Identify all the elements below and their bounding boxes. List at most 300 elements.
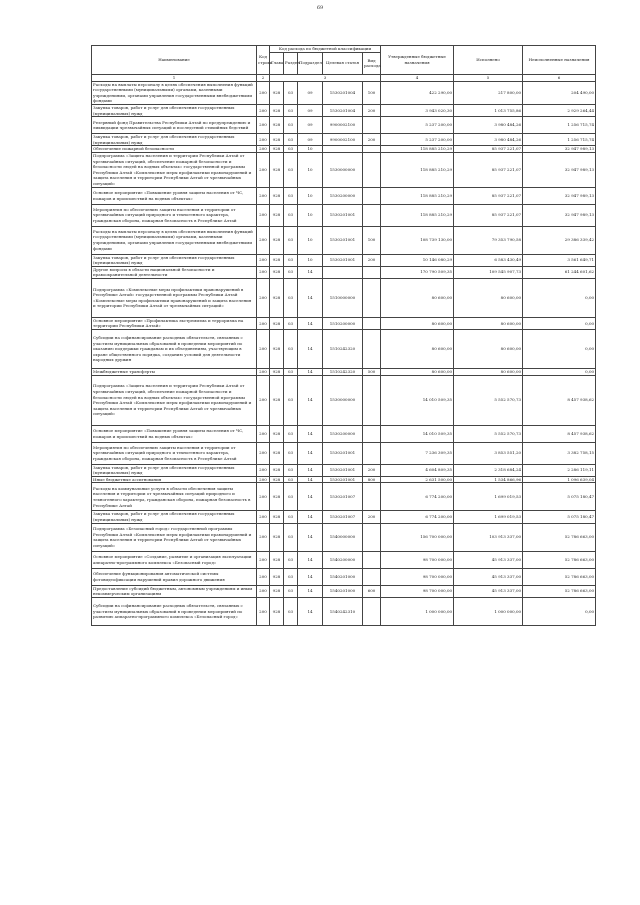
table-row — [92, 425, 596, 442]
cell-code: 200 — [257, 152, 270, 187]
cell-razdel: 03 — [284, 476, 298, 483]
cell-vid — [363, 483, 381, 511]
cell-unexecuted: 8 457 938,62 — [523, 375, 596, 425]
cell-executed: 3 980 484,26 — [454, 134, 523, 146]
column-number: 6 — [523, 74, 596, 81]
cell-unexecuted: 32 947 989,13 — [523, 146, 596, 153]
cell-name: Расходы на коммунальные услуги в области обеспечения защиты населения и территории от чрезвычайных ситуаций природного и техногенного характера, гражданская оборона, пожарная безопасность в Республике Алтай — [92, 483, 257, 511]
cell-glava: 928 — [270, 266, 284, 278]
cell-razdel: 03 — [284, 254, 298, 266]
cell-name: Мероприятия по обеспечению защиты населения и территории от чрезвычайных ситуаций природного и техногенного характера, гражданская оборона, пожарная безопасность в Республике Алтай — [92, 204, 257, 226]
cell-target: 1510200000 — [323, 317, 363, 329]
cell-target: 1530000000 — [323, 152, 363, 187]
cell-name: Подпрограмма «Безопасный город» государственной программы Республики Алтай «Комплексные меры профилактики правонарушений и защита населения и территории Республики Алтай от чрезвычайных ситуаций» — [92, 523, 257, 551]
cell-glava: 928 — [270, 104, 284, 116]
cell-podrazdel: 14 — [298, 511, 323, 523]
cell-glava: 928 — [270, 226, 284, 254]
cell-executed: 1 000 000,00 — [454, 597, 523, 625]
cell-razdel: 03 — [284, 375, 298, 425]
cell-unexecuted: 2 929 264,44 — [523, 104, 596, 116]
cell-approved: 6 774 200,00 — [381, 511, 454, 523]
cell-code: 200 — [257, 597, 270, 625]
cell-razdel: 03 — [284, 597, 298, 625]
cell-glava: 928 — [270, 511, 284, 523]
cell-name: Закупка товаров, работ и услуг для обеспечения государственных (муниципальных) нужд — [92, 134, 257, 146]
cell-podrazdel: 14 — [298, 278, 323, 317]
cell-executed: 80 600,00 — [454, 369, 523, 376]
cell-vid — [363, 117, 381, 134]
cell-approved: 10 146 080,29 — [381, 254, 454, 266]
table-row — [92, 551, 596, 568]
cell-executed: 5 552 570,73 — [454, 375, 523, 425]
cell-code: 200 — [257, 551, 270, 568]
cell-target: 1530201004 — [323, 81, 363, 104]
table-row — [92, 483, 596, 511]
cell-podrazdel: 14 — [298, 585, 323, 597]
cell-glava: 928 — [270, 254, 284, 266]
cell-name: Закупка товаров, работ и услуг для обеспечения государственных (муниципальных) нужд — [92, 464, 257, 476]
cell-podrazdel: 10 — [298, 204, 323, 226]
table-row — [92, 476, 596, 483]
cell-vid: 800 — [363, 476, 381, 483]
cell-glava: 928 — [270, 551, 284, 568]
cell-code: 200 — [257, 226, 270, 254]
table-row — [92, 266, 596, 278]
header-glava: Глава — [270, 52, 284, 74]
cell-razdel: 03 — [284, 146, 298, 153]
cell-target: 1540201000 — [323, 568, 363, 585]
cell-unexecuted: 32 947 989,13 — [523, 204, 596, 226]
cell-approved: 98 700 000,00 — [381, 568, 454, 585]
cell-unexecuted: 0,00 — [523, 317, 596, 329]
cell-executed: 217 800,00 — [454, 81, 523, 104]
cell-approved: 118 885 210,29 — [381, 152, 454, 187]
cell-razdel: 03 — [284, 442, 298, 464]
cell-glava: 928 — [270, 425, 284, 442]
cell-podrazdel: 14 — [298, 317, 323, 329]
column-number: 5 — [454, 74, 523, 81]
cell-code: 200 — [257, 254, 270, 266]
table-row — [92, 568, 596, 585]
cell-podrazdel: 14 — [298, 597, 323, 625]
cell-target: 1530200000 — [323, 425, 363, 442]
column-number: 2 — [257, 74, 270, 81]
cell-name: Расходы на выплаты персоналу в целях обеспечения выполнения функций государственными (муниципальными) органами, казенными учреждениями, органами управления государственными внебюджетными фондами — [92, 81, 257, 104]
cell-vid — [363, 523, 381, 551]
cell-code: 200 — [257, 483, 270, 511]
cell-vid: 600 — [363, 585, 381, 597]
cell-podrazdel: 14 — [298, 266, 323, 278]
cell-glava: 928 — [270, 134, 284, 146]
header-code: Код строки — [257, 46, 270, 75]
cell-executed: 85 937 221,07 — [454, 204, 523, 226]
cell-unexecuted: 61 244 601,62 — [523, 266, 596, 278]
cell-razdel: 03 — [284, 278, 298, 317]
cell-glava: 928 — [270, 369, 284, 376]
cell-glava: 928 — [270, 597, 284, 625]
cell-target: 9900002100 — [323, 134, 363, 146]
cell-name: Закупка товаров, работ и услуг для обеспечения государственных (муниципальных) нужд — [92, 254, 257, 266]
cell-approved: 170 790 509,35 — [381, 266, 454, 278]
cell-executed: 3 980 484,26 — [454, 117, 523, 134]
cell-unexecuted: 1 256 715,74 — [523, 117, 596, 134]
cell-glava: 928 — [270, 464, 284, 476]
cell-code: 200 — [257, 278, 270, 317]
cell-razdel: 03 — [284, 330, 298, 369]
cell-glava: 928 — [270, 483, 284, 511]
cell-vid — [363, 278, 381, 317]
cell-podrazdel: 09 — [298, 134, 323, 146]
cell-approved: 6 774 200,00 — [381, 483, 454, 511]
table-row — [92, 134, 596, 146]
cell-unexecuted: 0,00 — [523, 597, 596, 625]
cell-code: 200 — [257, 511, 270, 523]
cell-podrazdel: 10 — [298, 187, 323, 204]
cell-executed: 85 937 221,07 — [454, 187, 523, 204]
cell-approved: 1 000 000,00 — [381, 597, 454, 625]
table-row — [92, 81, 596, 104]
cell-approved: 80 600,00 — [381, 369, 454, 376]
cell-razdel: 03 — [284, 226, 298, 254]
cell-name: Обеспечение функционирования автоматической системы фотовидеофиксации нарушений правил дорожного движения — [92, 568, 257, 585]
cell-podrazdel: 14 — [298, 375, 323, 425]
cell-executed: 1 534 866,96 — [454, 476, 523, 483]
table-row — [92, 278, 596, 317]
table-row — [92, 104, 596, 116]
cell-approved: 80 600,00 — [381, 330, 454, 369]
cell-code: 200 — [257, 425, 270, 442]
cell-podrazdel: 14 — [298, 476, 323, 483]
cell-target: 1530201007 — [323, 483, 363, 511]
cell-approved: 7 236 309,35 — [381, 442, 454, 464]
cell-approved: 5 237 200,00 — [381, 117, 454, 134]
cell-approved: 2 631 500,00 — [381, 476, 454, 483]
cell-approved: 14 010 509,35 — [381, 375, 454, 425]
header-executed: Исполнено — [454, 46, 523, 75]
cell-podrazdel: 14 — [298, 568, 323, 585]
cell-vid — [363, 597, 381, 625]
cell-razdel: 03 — [284, 464, 298, 476]
cell-glava: 928 — [270, 568, 284, 585]
cell-vid — [363, 442, 381, 464]
cell-code: 200 — [257, 375, 270, 425]
cell-podrazdel: 14 — [298, 483, 323, 511]
table-row — [92, 375, 596, 425]
table-row — [92, 187, 596, 204]
cell-approved: 118 885 210,29 — [381, 204, 454, 226]
cell-razdel: 03 — [284, 425, 298, 442]
cell-podrazdel: 14 — [298, 551, 323, 568]
header-name: Наименование — [92, 46, 257, 75]
column-number: 1 — [92, 74, 257, 81]
cell-vid — [363, 330, 381, 369]
cell-razdel: 03 — [284, 117, 298, 134]
cell-executed: 1 699 019,53 — [454, 483, 523, 511]
table-row — [92, 317, 596, 329]
cell-name: Основное мероприятие «Повышение уровня защиты населения от ЧС, пожаров и происшествий на водных объектах» — [92, 425, 257, 442]
cell-executed: 80 600,00 — [454, 317, 523, 329]
table-row — [92, 330, 596, 369]
cell-unexecuted: 5 075 180,47 — [523, 483, 596, 511]
cell-target: 1540200000 — [323, 551, 363, 568]
cell-vid: 100 — [363, 81, 381, 104]
cell-name: Подпрограмма «Комплексные меры профилактики правонарушений в Республике Алтай» государственной программы Республики Алтай «Комплексные меры профилактики правонарушений и защита населения и территории Республики Алтай от чрезвычайных ситуаций» — [92, 278, 257, 317]
cell-target: 1530201001 — [323, 254, 363, 266]
cell-target: 1530201004 — [323, 104, 363, 116]
cell-podrazdel: 10 — [298, 226, 323, 254]
cell-name: Закупка товаров, работ и услуг для обеспечения государственных (муниципальных) нужд — [92, 104, 257, 116]
cell-unexecuted: 52 786 663,00 — [523, 585, 596, 597]
cell-code: 200 — [257, 317, 270, 329]
header-unexecuted: Неисполненные назначения — [523, 46, 596, 75]
cell-target — [323, 266, 363, 278]
cell-vid — [363, 187, 381, 204]
cell-target: 1510242320 — [323, 330, 363, 369]
cell-name: Обеспечение пожарной безопасности — [92, 146, 257, 153]
cell-unexecuted: 32 947 989,13 — [523, 187, 596, 204]
cell-podrazdel: 14 — [298, 425, 323, 442]
cell-razdel: 03 — [284, 317, 298, 329]
cell-executed: 80 600,00 — [454, 278, 523, 317]
cell-target: 1540000000 — [323, 523, 363, 551]
cell-code: 200 — [257, 134, 270, 146]
cell-executed: 1 699 019,53 — [454, 511, 523, 523]
cell-executed: 45 913 337,00 — [454, 568, 523, 585]
cell-glava: 928 — [270, 204, 284, 226]
cell-podrazdel: 14 — [298, 523, 323, 551]
cell-executed: 5 552 570,73 — [454, 425, 523, 442]
cell-approved: 4 604 809,35 — [381, 464, 454, 476]
cell-razdel: 03 — [284, 81, 298, 104]
cell-podrazdel: 10 — [298, 254, 323, 266]
cell-executed: 2 318 684,24 — [454, 464, 523, 476]
cell-code: 200 — [257, 146, 270, 153]
cell-unexecuted: 0,00 — [523, 330, 596, 369]
cell-name: Субсидии на софинансирование расходных обязательств, связанных с участием муниципальных образований в проведении мероприятий по развитию аппаратно-программного комплекса «Безопасный город» — [92, 597, 257, 625]
header-approved: Утвержденные бюджетные назначения — [381, 46, 454, 75]
cell-vid: 200 — [363, 511, 381, 523]
cell-approved: 98 700 000,00 — [381, 551, 454, 568]
cell-executed: 45 913 337,00 — [454, 585, 523, 597]
cell-vid: 200 — [363, 134, 381, 146]
cell-unexecuted: 52 786 663,00 — [523, 568, 596, 585]
cell-code: 200 — [257, 330, 270, 369]
cell-code: 200 — [257, 266, 270, 278]
cell-unexecuted: 5 075 180,47 — [523, 511, 596, 523]
cell-executed: 80 600,00 — [454, 330, 523, 369]
cell-name: Расходы на выплаты персоналу в целях обеспечения выполнения функций государственными (муниципальными) органами, казенными учреждениями, органами управления государственными внебюджетными фондами — [92, 226, 257, 254]
table-row — [92, 152, 596, 187]
cell-razdel: 03 — [284, 523, 298, 551]
table-row — [92, 523, 596, 551]
table-row — [92, 585, 596, 597]
cell-target — [323, 146, 363, 153]
cell-executed: 1 013 755,86 — [454, 104, 523, 116]
cell-unexecuted: 3 561 649,71 — [523, 254, 596, 266]
cell-razdel: 03 — [284, 369, 298, 376]
cell-target: 1540201000 — [323, 585, 363, 597]
table-row — [92, 146, 596, 153]
cell-podrazdel: 09 — [298, 117, 323, 134]
cell-vid: 200 — [363, 104, 381, 116]
table-row — [92, 464, 596, 476]
cell-code: 200 — [257, 187, 270, 204]
cell-name: Межбюджетные трансферты — [92, 369, 257, 376]
cell-razdel: 03 — [284, 266, 298, 278]
cell-podrazdel: 14 — [298, 330, 323, 369]
page-number: 69 — [316, 5, 324, 11]
cell-approved: 5 237 200,00 — [381, 134, 454, 146]
table-row — [92, 254, 596, 266]
column-number: 4 — [381, 74, 454, 81]
cell-vid: 200 — [363, 254, 381, 266]
cell-executed: 109 545 907,73 — [454, 266, 523, 278]
cell-podrazdel: 10 — [298, 146, 323, 153]
cell-vid — [363, 146, 381, 153]
header-classification-group: Код расхода по бюджетной классификации — [270, 46, 381, 53]
cell-podrazdel: 14 — [298, 464, 323, 476]
cell-unexecuted: 52 786 663,00 — [523, 551, 596, 568]
cell-vid — [363, 375, 381, 425]
cell-approved: 118 885 210,29 — [381, 187, 454, 204]
cell-vid — [363, 266, 381, 278]
cell-approved: 80 600,00 — [381, 317, 454, 329]
cell-code: 200 — [257, 476, 270, 483]
cell-code: 200 — [257, 204, 270, 226]
cell-glava: 928 — [270, 81, 284, 104]
cell-razdel: 03 — [284, 568, 298, 585]
cell-glava: 928 — [270, 476, 284, 483]
header-podrazdel: Подраздел — [298, 52, 323, 74]
cell-executed: 103 913 337,00 — [454, 523, 523, 551]
cell-glava: 928 — [270, 585, 284, 597]
cell-code: 200 — [257, 523, 270, 551]
cell-unexecuted: 2 286 119,11 — [523, 464, 596, 476]
cell-glava: 928 — [270, 442, 284, 464]
cell-glava: 928 — [270, 152, 284, 187]
cell-approved: 98 700 000,00 — [381, 585, 454, 597]
cell-glava: 928 — [270, 278, 284, 317]
cell-executed: 85 937 221,07 — [454, 152, 523, 187]
cell-name: Подпрограмма «Защита населения и территории Республики Алтай от чрезвычайных ситуаций, обеспечение пожарной безопасности и безопасности людей на водных объектах» государственной программы Республики Алтай «Комплексные меры профилактики правонарушений и защита населения и территории Республики Алтай от чрезвычайных ситуаций» — [92, 375, 257, 425]
cell-unexecuted: 8 457 938,62 — [523, 425, 596, 442]
table-row — [92, 597, 596, 625]
cell-unexecuted: 1 256 715,74 — [523, 134, 596, 146]
table-row — [92, 117, 596, 134]
cell-razdel: 03 — [284, 152, 298, 187]
table-row — [92, 511, 596, 523]
cell-glava: 928 — [270, 330, 284, 369]
cell-approved: 108 739 130,00 — [381, 226, 454, 254]
cell-target: 1530201001 — [323, 204, 363, 226]
cell-razdel: 03 — [284, 134, 298, 146]
cell-podrazdel: 10 — [298, 152, 323, 187]
table-body — [92, 81, 596, 625]
cell-code: 200 — [257, 464, 270, 476]
cell-podrazdel: 14 — [298, 369, 323, 376]
table-row — [92, 204, 596, 226]
cell-podrazdel: 09 — [298, 104, 323, 116]
cell-unexecuted: 1 096 639,04 — [523, 476, 596, 483]
cell-target: 1530201001 — [323, 464, 363, 476]
cell-target: 1530201007 — [323, 511, 363, 523]
cell-name: Предоставление субсидий бюджетным, автономным учреждениям и иным некоммерческим организациям — [92, 585, 257, 597]
cell-executed: 79 353 790,58 — [454, 226, 523, 254]
cell-target: 1530201001 — [323, 226, 363, 254]
cell-name: Основное мероприятие «Создание, развитие и организация эксплуатации аппаратно-программного комплекса «Безопасный город» — [92, 551, 257, 568]
cell-razdel: 03 — [284, 204, 298, 226]
cell-target: 1510242320 — [323, 369, 363, 376]
cell-razdel: 03 — [284, 511, 298, 523]
cell-unexecuted: 32 947 989,13 — [523, 152, 596, 187]
cell-target: 1540242310 — [323, 597, 363, 625]
cell-vid — [363, 425, 381, 442]
cell-name: Мероприятия по обеспечению защиты населения и территории от чрезвычайных ситуаций природного и техногенного характера, гражданская оборона, пожарная безопасность в Республике Алтай — [92, 442, 257, 464]
cell-executed: 85 937 221,07 — [454, 146, 523, 153]
cell-target: 1530201001 — [323, 442, 363, 464]
cell-name: Иные бюджетные ассигнования — [92, 476, 257, 483]
cell-name: Другие вопросы в области национальной безопасности и правоохранительной деятельности — [92, 266, 257, 278]
cell-vid — [363, 317, 381, 329]
table-row — [92, 442, 596, 464]
cell-name: Основное мероприятие «Профилактика экстремизма и терроризма на территории Республики Алтай» — [92, 317, 257, 329]
cell-executed: 3 853 551,20 — [454, 442, 523, 464]
cell-unexecuted: 0,00 — [523, 369, 596, 376]
cell-code: 200 — [257, 369, 270, 376]
cell-code: 200 — [257, 104, 270, 116]
cell-target: 1510000000 — [323, 278, 363, 317]
cell-target: 1530000000 — [323, 375, 363, 425]
cell-razdel: 03 — [284, 585, 298, 597]
cell-target: 1530201001 — [323, 476, 363, 483]
cell-vid: 500 — [363, 369, 381, 376]
budget-execution-table — [91, 45, 596, 626]
cell-vid: 100 — [363, 226, 381, 254]
cell-target: 9900002100 — [323, 117, 363, 134]
header-vid: Вид расхода — [363, 52, 381, 74]
cell-razdel: 03 — [284, 483, 298, 511]
cell-podrazdel: 09 — [298, 81, 323, 104]
cell-vid — [363, 152, 381, 187]
cell-glava: 928 — [270, 187, 284, 204]
cell-code: 200 — [257, 442, 270, 464]
cell-razdel: 03 — [284, 104, 298, 116]
cell-unexecuted: 29 386 339,42 — [523, 226, 596, 254]
cell-approved: 156 700 000,00 — [381, 523, 454, 551]
cell-code: 200 — [257, 585, 270, 597]
header-target: Целевая статья — [323, 52, 363, 74]
cell-vid: 200 — [363, 464, 381, 476]
cell-razdel: 03 — [284, 551, 298, 568]
cell-glava: 928 — [270, 146, 284, 153]
cell-approved: 422 290,00 — [381, 81, 454, 104]
cell-vid — [363, 551, 381, 568]
cell-unexecuted: 0,00 — [523, 278, 596, 317]
cell-approved: 3 943 020,30 — [381, 104, 454, 116]
cell-approved: 118 885 210,29 — [381, 146, 454, 153]
cell-podrazdel: 14 — [298, 442, 323, 464]
cell-name: Основное мероприятие «Повышение уровня защиты населения от ЧС, пожаров и происшествий на водных объектах» — [92, 187, 257, 204]
cell-code: 200 — [257, 117, 270, 134]
cell-target: 1530200000 — [323, 187, 363, 204]
cell-glava: 928 — [270, 523, 284, 551]
table-row — [92, 369, 596, 376]
cell-executed: 6 583 430,49 — [454, 254, 523, 266]
cell-code: 200 — [257, 81, 270, 104]
cell-glava: 928 — [270, 117, 284, 134]
cell-code: 200 — [257, 568, 270, 585]
column-number: 3 — [270, 74, 381, 81]
